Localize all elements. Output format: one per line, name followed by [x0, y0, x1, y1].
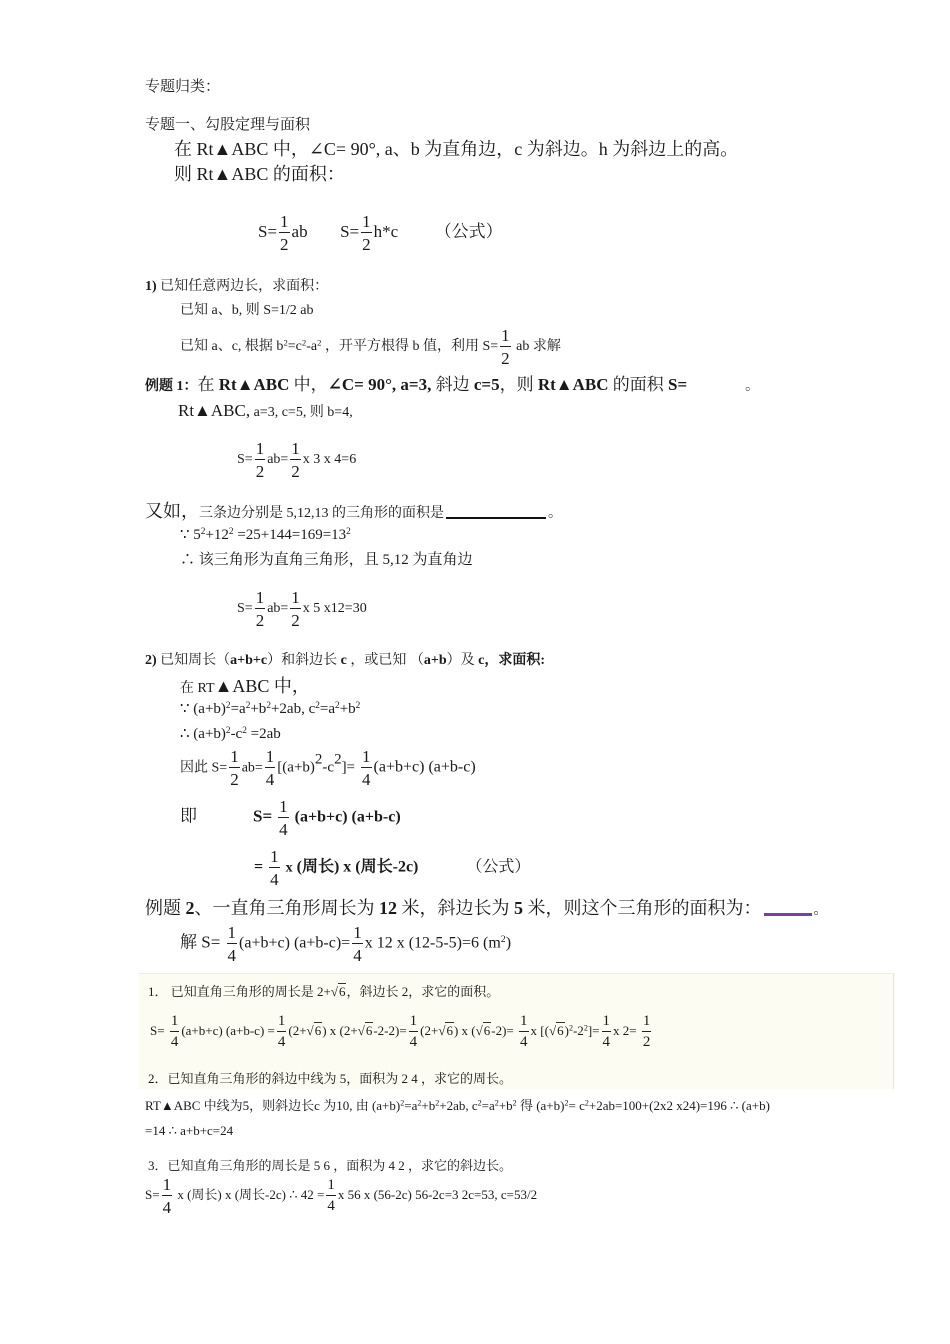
fraction-half-2: [361, 213, 372, 253]
s-eq-2: S=: [340, 221, 360, 241]
num: 1: [277, 1014, 287, 1032]
t: =a: [319, 701, 336, 717]
den: 4: [353, 946, 362, 965]
answer-blank[interactable]: [764, 913, 812, 916]
t: =a: [481, 1098, 495, 1113]
t: x (周长) x (周长-2c) ∴ 42 =: [174, 1186, 325, 1202]
exp: 2: [500, 934, 506, 946]
sqrt-icon: √6: [306, 1022, 322, 1038]
den: 4: [602, 1034, 611, 1050]
t: -2: [572, 1022, 584, 1038]
t: 12: [379, 898, 397, 918]
fraction-half: [642, 1014, 652, 1050]
t: 得 (a+b): [516, 1098, 565, 1113]
t: 在: [197, 375, 219, 394]
t: (2+: [420, 1022, 439, 1038]
t: ): [564, 1022, 569, 1038]
t: =c: [287, 339, 302, 355]
item-1: [145, 280, 328, 294]
t: 解 S=: [180, 932, 225, 952]
t: 在 RT: [180, 681, 215, 696]
intro-line-1: 在 Rt▲ABC 中，∠C= 90°, a、b 为直角边，c 为斜边。h 为斜边上的高。: [174, 139, 739, 159]
t: +b: [339, 701, 356, 717]
t: 因此 S=: [180, 760, 228, 776]
fraction-quarter: [277, 1014, 287, 1050]
t: -a: [306, 339, 318, 355]
t: +12: [205, 527, 229, 543]
problem-1: [148, 985, 499, 998]
fraction-half: [290, 589, 301, 629]
fraction-quarter: [170, 1014, 180, 1050]
formula-note: （公式）: [466, 858, 531, 876]
num: 1: [291, 588, 300, 607]
because-symbol: ∵: [180, 527, 190, 543]
t: +2ab, c: [439, 1098, 478, 1113]
exp: 2: [200, 526, 206, 537]
t: 斜边: [431, 375, 474, 394]
example-1: [145, 376, 759, 394]
den: 4: [520, 1034, 528, 1050]
t: -c: [322, 759, 335, 776]
t: ab=: [241, 760, 263, 776]
fraction-quarter: [326, 1178, 336, 1214]
fraction-half: [255, 440, 266, 480]
t: +b: [421, 1098, 436, 1113]
num: 1: [353, 923, 362, 942]
exp: 2: [335, 700, 340, 711]
in-rt-line: [180, 677, 310, 696]
calc-2: [237, 589, 367, 629]
t: 中，: [269, 676, 310, 696]
t: S=: [668, 375, 688, 394]
num: 1: [230, 747, 239, 766]
den: 2: [291, 611, 300, 630]
fraction-half: [255, 589, 266, 629]
exp: 2: [225, 700, 231, 711]
exp: 2: [266, 700, 271, 711]
num: 1: [270, 847, 279, 866]
radicand: 6: [314, 1022, 322, 1038]
t: S=: [237, 601, 253, 617]
t: ，或已知 （: [346, 653, 424, 668]
t: ab=: [267, 452, 289, 468]
num: 1: [519, 1014, 529, 1032]
sqrt-icon: √6: [330, 984, 346, 999]
den: 2: [255, 611, 265, 630]
exp: 2: [417, 1098, 422, 1108]
t: +2ab, c: [270, 701, 316, 717]
t: ]=: [587, 1022, 600, 1038]
fraction-quarter: [269, 848, 280, 888]
den: 4: [279, 820, 288, 839]
known-ac-pre: 已知 a、c, 根据 b: [180, 339, 284, 355]
t: Rt▲ABC: [218, 375, 290, 394]
t: (a+b+c) (a+b-c): [294, 808, 401, 826]
t: -2-2)=: [373, 1022, 407, 1038]
because-line-1: [180, 528, 351, 543]
t: S=: [150, 1022, 165, 1038]
hc-text: h*c: [373, 221, 399, 241]
t: ▲ABC: [214, 676, 270, 696]
fraction-quarter: [409, 1014, 419, 1050]
t: (a+b+c) (a+b-c) =: [181, 1022, 275, 1038]
t: ) x (: [453, 1022, 476, 1038]
t: 。: [813, 903, 828, 918]
t: 米，则这个三角形的面积为：: [523, 898, 762, 918]
t: x 56 x (56-2c) 56-2c=3 2c=53, c=53/2: [337, 1186, 538, 1202]
fraction-quarter: [352, 924, 363, 964]
t: c: [340, 653, 347, 668]
t: S=: [145, 1186, 160, 1202]
den: 4: [227, 946, 237, 965]
exp: 2: [346, 526, 351, 537]
den: 4: [162, 1198, 172, 1217]
item-2: [145, 654, 545, 668]
ab-text: ab: [291, 221, 308, 241]
fraction-half: [279, 213, 290, 253]
area-formula-1: [258, 213, 503, 253]
fraction-quarter: [162, 1176, 173, 1216]
fraction-quarter: [278, 798, 289, 838]
t: ）和斜边长: [267, 653, 341, 668]
t: ): [505, 934, 512, 952]
sqrt-icon: √6: [357, 1022, 373, 1038]
radicand: 6: [557, 1022, 564, 1038]
sqrt-icon: √6: [438, 1022, 453, 1038]
t: =a: [230, 701, 246, 717]
exp: 2: [315, 700, 320, 711]
num: 1: [162, 1175, 172, 1194]
num: 1: [227, 923, 237, 942]
t: a+b+c: [230, 653, 268, 668]
exp: 2: [314, 751, 323, 768]
item-1-text: 已知任意两边长，求面积：: [160, 279, 329, 294]
fraction-quarter: [227, 924, 238, 964]
example-1-line-2: [178, 402, 353, 420]
t: =a: [404, 1098, 418, 1113]
known-ab: 已知 a、b, 则 S=1/2 ab: [180, 303, 314, 318]
t: ）及: [446, 653, 479, 668]
therefore-line-2: [180, 727, 281, 742]
t: 5: [514, 898, 523, 918]
den: 4: [327, 1198, 335, 1214]
exp: 2: [228, 526, 234, 537]
ie-formula: [180, 798, 401, 838]
problem-2-solution-2: =14 ∴ a+b+c=24: [145, 1123, 234, 1138]
intro-line-2: 则 Rt▲ABC 的面积：: [174, 164, 345, 184]
num: 1: [170, 1014, 180, 1032]
t: [(a+b): [277, 759, 315, 776]
fraction-half: [229, 748, 240, 788]
radicand: 6: [338, 984, 346, 999]
example-1-label: 例题 1：: [145, 379, 198, 394]
perimeter-formula: [254, 848, 530, 888]
den: 2: [280, 235, 289, 254]
t: x: [285, 860, 293, 876]
t: x 5 x12=30: [302, 601, 367, 617]
problem-1-solution: [150, 1014, 653, 1050]
num: 1: [279, 797, 288, 816]
den: 4: [277, 1034, 286, 1050]
exp: 2: [568, 1023, 573, 1033]
num: 1: [362, 747, 371, 766]
t: S=: [253, 806, 273, 826]
num: 1: [280, 212, 289, 231]
num: 1: [265, 747, 275, 766]
t: 又如，: [145, 501, 199, 521]
also-example: [145, 502, 562, 521]
t: -2)=: [491, 1022, 514, 1038]
den: 4: [270, 870, 279, 889]
den: 2: [642, 1034, 651, 1050]
known-ac: [180, 327, 561, 367]
radicand: 6: [365, 1022, 373, 1038]
radicand: 6: [483, 1022, 491, 1038]
exp: 2: [317, 337, 322, 348]
t: 、一直角三角形周长为: [194, 898, 379, 918]
num: 1: [291, 439, 300, 458]
therefore-symbol: ∴: [180, 726, 190, 742]
example-2-solution: [180, 924, 511, 964]
example-2: [145, 899, 828, 918]
therefore-line-1: [180, 553, 473, 568]
t: c: [478, 653, 485, 668]
item-2-number: 2): [145, 653, 157, 668]
t: 1． 已知直角三角形的周长是 2+: [148, 984, 331, 999]
t: ]=: [341, 759, 356, 776]
exp: 2: [245, 700, 251, 711]
fraction-half: [290, 440, 301, 480]
radicand: 6: [446, 1022, 453, 1038]
t: 。: [548, 506, 562, 521]
exp: 2: [435, 1098, 440, 1108]
den: 2: [291, 462, 300, 481]
t: Rt▲ABC: [537, 375, 609, 394]
t: a=3, c=5, 则 b=4,: [250, 405, 353, 420]
hence-line: [180, 748, 476, 788]
problem-2: 2．已知直角三角形的斜边中线为 5，面积为 2 4 ，求它的周长。: [148, 1071, 513, 1086]
t: =2ab: [246, 726, 281, 742]
exp: 2: [564, 1098, 569, 1108]
fraction-quarter: [265, 748, 276, 788]
example-1-calc: [237, 440, 356, 480]
num: 1: [642, 1014, 652, 1032]
exp: 2: [242, 725, 247, 736]
num: 1: [602, 1014, 612, 1032]
t: 该三角形为直角三角形，且 5,12 为直角边: [195, 552, 473, 568]
t: +2ab=100+(2x2 x24)=196 ∴ (a+b): [588, 1098, 770, 1113]
problem-3: 3．已知直角三角形的周长是 5 6 ，面积为 4 2 ，求它的斜边长。: [148, 1158, 513, 1173]
t: 米，斜边长为: [397, 898, 514, 918]
t: x 2=: [613, 1022, 637, 1038]
t: = c: [568, 1098, 585, 1113]
t: c=5: [473, 375, 500, 394]
t: ab=: [267, 601, 289, 617]
t: (2+: [288, 1022, 307, 1038]
s-eq: S=: [258, 221, 278, 241]
den: 2: [230, 770, 239, 789]
den: 4: [265, 770, 275, 789]
t: x 3 x 4=6: [302, 452, 357, 468]
because-symbol: ∵: [180, 701, 190, 717]
fraction-quarter: [361, 748, 372, 788]
num: 1: [362, 212, 371, 231]
t: x 12 x (12-5-5)=6 (m: [364, 934, 501, 952]
t: (a+b): [189, 726, 226, 742]
exp: 2: [494, 1098, 499, 1108]
t: -c: [230, 726, 243, 742]
t: ) x (2+: [322, 1022, 358, 1038]
t: =: [254, 858, 264, 876]
exp: 2: [583, 1023, 588, 1033]
topic-title: 专题一、勾股定理与面积: [145, 117, 311, 133]
t: +b: [498, 1098, 513, 1113]
t: 已知周长（: [156, 653, 231, 668]
exp: 2: [301, 337, 307, 348]
t: x [(: [530, 1022, 549, 1038]
t: (a+b+c) (a+b-c): [373, 758, 476, 776]
den: 4: [362, 770, 371, 789]
ie-label: 即: [180, 806, 197, 826]
t: +b: [250, 701, 267, 717]
t: =25+144=169=13: [233, 527, 347, 543]
den: 2: [501, 349, 510, 368]
problem-2-solution: [145, 1099, 770, 1112]
fraction-quarter: [602, 1014, 612, 1050]
t: RT▲ABC 中线为5，则斜边长c 为10, 由 (a+b): [145, 1098, 401, 1113]
t: 三条边分别是 5,12,13 的三角形的面积是: [199, 506, 444, 521]
problem-3-solution: [145, 1176, 537, 1216]
exp: 2: [584, 1098, 589, 1108]
fraction-half: [500, 327, 511, 367]
den: 4: [409, 1034, 418, 1050]
num: 1: [326, 1178, 336, 1196]
t: 5: [189, 527, 201, 543]
sqrt-icon: √6: [475, 1022, 491, 1038]
exp: 2: [400, 1098, 405, 1108]
item-1-number: 1): [145, 279, 157, 294]
answer-blank[interactable]: [446, 516, 546, 519]
exp: 2: [283, 337, 288, 348]
t: S=: [237, 452, 253, 468]
t: ，求面积:: [484, 653, 546, 668]
num: 1: [255, 439, 265, 458]
therefore-symbol: ∴: [180, 552, 196, 568]
exp: 2: [225, 725, 231, 736]
t: (a+b): [189, 701, 226, 717]
heading: 专题归类：: [145, 79, 221, 95]
exp: 2: [512, 1098, 517, 1108]
den: 4: [170, 1034, 179, 1050]
t: ab 求解: [516, 339, 561, 355]
t: Rt▲ABC,: [178, 401, 251, 420]
t: (周长) x (周长-2c): [292, 858, 419, 876]
formula-note: （公式）: [434, 221, 503, 241]
t: 2: [185, 898, 195, 918]
t: a+b: [423, 653, 447, 668]
exp: 2: [334, 751, 342, 768]
fraction-quarter: [519, 1014, 529, 1050]
t: ∠C= 90°, a=3,: [327, 375, 432, 394]
num: 1: [255, 588, 265, 607]
exp: 2: [355, 700, 361, 711]
num: 1: [409, 1014, 419, 1032]
t: 中，: [289, 375, 328, 394]
t: 。: [745, 379, 760, 394]
t: ，则: [499, 375, 538, 394]
t: ，斜边长 2，求它的面积。: [346, 984, 500, 999]
t: 例题: [145, 898, 186, 918]
num: 1: [501, 326, 510, 345]
den: 2: [255, 462, 265, 481]
t: (a+b+c) (a+b-c)=: [239, 934, 351, 952]
exp: 2: [477, 1098, 482, 1108]
t: ，开平方根得 b 值，利用 S=: [321, 339, 499, 355]
t: 的面积: [608, 375, 668, 394]
sqrt-icon: √6: [548, 1022, 564, 1038]
because-line-2: [180, 702, 360, 717]
den: 2: [362, 235, 371, 254]
